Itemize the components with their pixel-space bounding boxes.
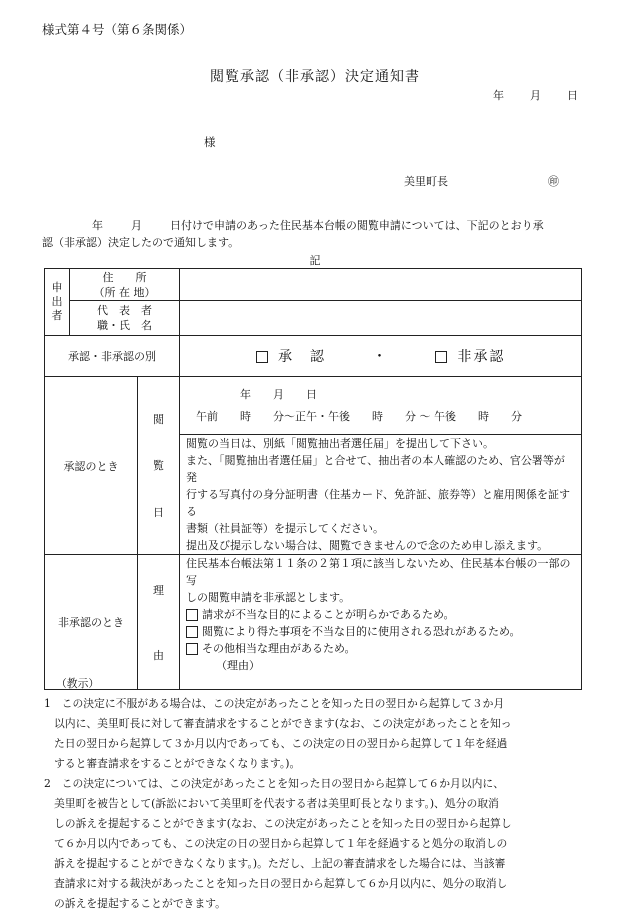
ki-mark: 記 [309, 254, 321, 267]
representative-field[interactable] [180, 301, 582, 336]
reason-checkbox-3[interactable] [186, 643, 198, 655]
reason-vert-label [138, 555, 180, 690]
reject-checkbox[interactable] [435, 351, 447, 363]
approval-note-1: 閲覧の当日は、別紙「閲覧抽出者選任届」を提出して下さい。 [186, 437, 494, 450]
instruction-line-11: の訴えを提起することができます。 [54, 897, 226, 910]
rejection-intro-2: しの閲覧申請を非承認とします。 [186, 591, 351, 604]
applicant-label: 申出者 [51, 281, 63, 322]
date-day: 日 [567, 89, 578, 102]
reason-vert-char-1: 理 [153, 583, 164, 597]
vert-char-2: 覧 [153, 459, 164, 473]
approval-note-3: 行する写真付の身分証明書（住基カード、免許証、旅券等）と雇用関係を証する [186, 488, 571, 518]
instruction-line-5: 2 この決定については、この決定があったことを知った日の翌日から起算して６か月以内に、 [44, 777, 505, 790]
reason-option-3 [180, 640, 581, 657]
viewing-date-field[interactable] [180, 377, 582, 435]
instruction-line-6: 美里町を被告として(訴訟において美里町を代表する者は美里町長となります。)、処分の取消 [54, 797, 499, 810]
address-label: 住 所 [102, 270, 147, 284]
approval-note-2: また、「閲覧抽出者選任届」と合せて、抽出者の本人確認のため、官公署等が発 [186, 454, 565, 484]
intro-line-1 [92, 217, 544, 233]
address-sublabel: （所 在 地） [93, 285, 156, 299]
instruction-line-3: た日の翌日から起算して３か月以内であっても、この決定の日の翌日から起算して１年を経過 [54, 737, 508, 750]
representative-sublabel: 職・氏 名 [97, 319, 152, 332]
reason-vert-char-2: 由 [153, 648, 164, 662]
viewing-time-line: 午前 時 分〜正午・午後 時 分 〜 午後 時 分 [196, 409, 522, 423]
intro-line-2: 認（非承認）決定したので通知します。 [42, 236, 240, 249]
issuer-name: 美里町長 [404, 175, 448, 188]
rejected-label: 非承認のとき [45, 555, 138, 690]
instruction-line-2: 以内に、美里町長に対して審査請求をすることができます(なお、この決定があったことを知っ [54, 717, 512, 730]
representative-label: 代 表 者 [97, 304, 152, 317]
address-field[interactable] [180, 269, 582, 301]
approval-note-5: 提出及び提示しない場合は、閲覧できませんので念のため申し添えます。 [186, 539, 549, 552]
reason-option-2 [180, 623, 581, 640]
document-title: 閲覧承認（非承認）決定通知書 [210, 69, 420, 85]
issue-date [467, 87, 578, 103]
instruction-line-10: 査請求に対する裁決があったことを知った日の翌日から起算して６か月以内に、処分の取消し [54, 877, 508, 890]
instructions-section [44, 674, 574, 914]
instructions-heading: （教示） [56, 677, 100, 690]
reason-checkbox-2[interactable] [186, 626, 198, 638]
viewing-date-vert-label [138, 377, 180, 555]
vert-char-3: 日 [153, 506, 164, 520]
approve-option-label: 承 認 [278, 349, 327, 365]
approval-options [180, 336, 582, 377]
reason-checkbox-1[interactable] [186, 609, 198, 621]
date-month: 月 [530, 89, 541, 102]
reason-3-text: その他相当な理由があるため。 [202, 642, 356, 655]
approval-notes [180, 435, 582, 555]
reason-1-text: 請求が不当な目的によることが明らかであるため。 [202, 608, 455, 621]
reason-option-1 [180, 606, 581, 623]
reject-option-label: 非承認 [457, 349, 506, 365]
instruction-line-9: 訴えを提起することができなくなります。)。ただし、上記の審査請求をした場合には、当該審 [54, 857, 506, 870]
instruction-line-4: すると審査請求をすることができなくなります。)。 [54, 757, 301, 770]
date-year: 年 [493, 89, 504, 102]
address-label-cell [70, 269, 180, 301]
vert-char-1: 閲 [153, 412, 164, 426]
intro-year: 年 [92, 219, 103, 232]
option-separator: ・ [372, 349, 389, 365]
approval-label: 承認・非承認の別 [45, 336, 180, 377]
viewing-date-line: 年 月 日 [240, 387, 317, 401]
applicant-header [45, 269, 70, 336]
instruction-line-1: 1 この決定に不服がある場合は、この決定があったことを知った日の翌日から起算して３か月 [44, 697, 505, 710]
rejection-intro-1: 住民基本台帳法第１１条の２第１項に該当しないため、住民基本台帳の一部の写 [186, 557, 571, 587]
application-table [44, 268, 582, 690]
approval-note-4: 書類（社員証等）を提示してください。 [186, 522, 384, 535]
instruction-line-7: しの訴えを提起することができます(なお、この決定があったことを知った日の翌日から起算し [54, 817, 512, 830]
instruction-line-8: て６か月以内であっても、この決定の日の翌日から起算して１年を経過すると処分の取消しの [54, 837, 508, 850]
intro-month: 月 [131, 219, 142, 232]
reason-detail-label: （理由） [216, 659, 260, 672]
reason-2-text: 閲覧により得た事項を不当な目的に使用される恐れがあるため。 [202, 625, 521, 638]
representative-label-cell [70, 301, 180, 336]
approved-label: 承認のとき [45, 377, 138, 555]
rejection-reasons [180, 555, 582, 690]
recipient-suffix: 様 [204, 135, 216, 149]
form-number: 様式第４号（第６条関係） [42, 22, 193, 37]
seal-mark: ㊞ [548, 175, 559, 188]
intro-text: 日付けで申請のあった住民基本台帳の閲覧申請については、下記のとおり承 [170, 219, 544, 232]
approve-checkbox[interactable] [256, 351, 268, 363]
